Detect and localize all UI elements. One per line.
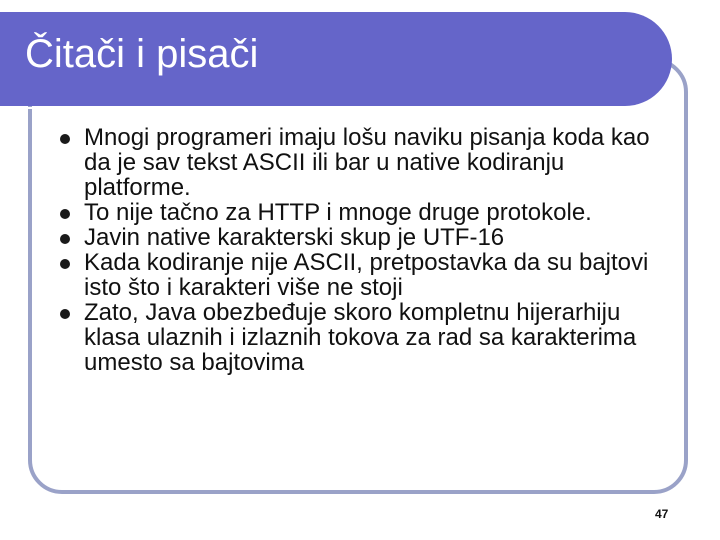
bullet-item (60, 200, 670, 225)
bullet-text: Mnogi programeri imaju lošu naviku pisanja koda kao da je sav tekst ASCII ili bar u native kodiranju platforme. (84, 124, 650, 201)
bullet-dot-icon (60, 134, 70, 144)
page-number: 47 (655, 507, 669, 521)
bullet-text: Javin native karakterski skup je UTF-16 (84, 224, 505, 251)
bullet-item (60, 250, 670, 300)
bullet-text: Kada kodiranje nije ASCII, pretpostavka da su bajtovi isto što i karakteri više ne stoji (84, 249, 649, 301)
bullet-text: Zato, Java obezbeđuje skoro kompletnu hijerarhiju klasa ulaznih i izlaznih tokova za rad sa karakterima umesto sa bajtovima (84, 299, 637, 376)
bullet-dot-icon (60, 209, 70, 219)
bullet-text: To nije tačno za HTTP i mnoge druge protokole. (84, 199, 592, 226)
bullet-item (60, 125, 670, 200)
bullet-list (60, 125, 670, 375)
bullet-dot-icon (60, 259, 70, 269)
bullet-dot-icon (60, 309, 70, 319)
slide-title: Čitači i pisači (25, 32, 259, 76)
bullet-dot-icon (60, 234, 70, 244)
bullet-item (60, 300, 670, 375)
title-underline (0, 107, 640, 109)
bullet-item (60, 225, 670, 250)
